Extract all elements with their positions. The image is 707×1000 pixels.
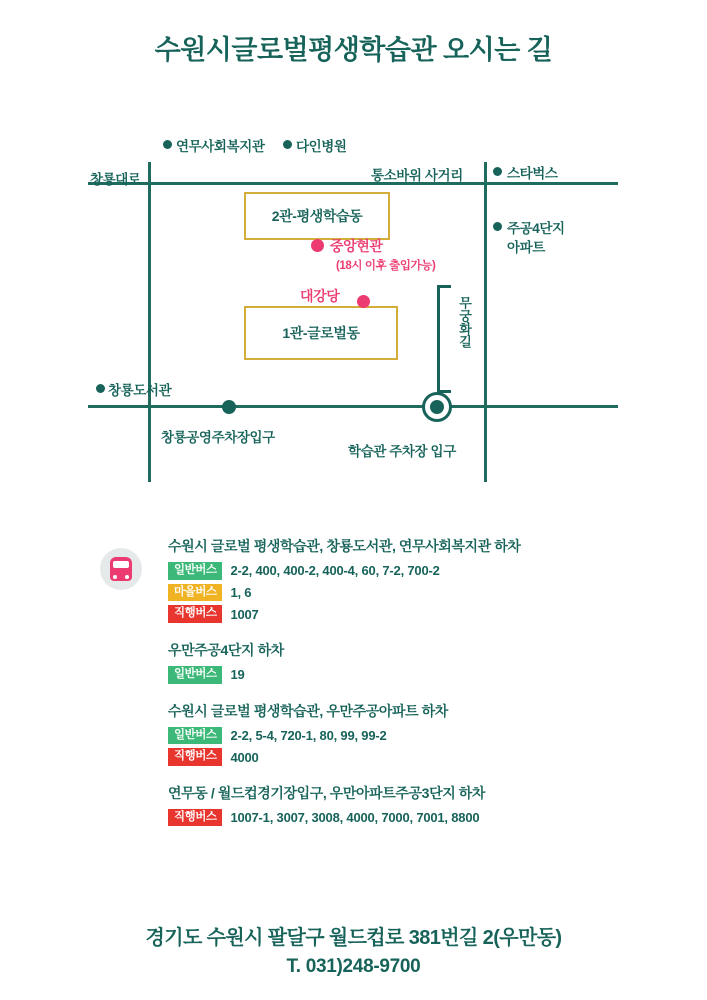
bus-numbers: 2-2, 400, 400-2, 400-4, 60, 7-2, 700-2	[230, 563, 440, 579]
map-diagram	[0, 110, 707, 510]
bus-line	[168, 584, 648, 602]
footer-address: 경기도 수원시 팔달구 월드컵로 381번길 2(우만동)	[145, 927, 562, 949]
bus-numbers: 2-2, 5-4, 720-1, 80, 99, 99-2	[230, 727, 387, 743]
bus-numbers: 1007	[230, 606, 259, 622]
bus-group-title: 수원시 글로벌 평생학습관, 우만주공아파트 하차	[168, 702, 448, 719]
bus-numbers: 1007-1, 3007, 3008, 4000, 7000, 7001, 8800	[230, 810, 480, 826]
bus-tag: 직행버스	[168, 809, 222, 827]
bus-tag: 일반버스	[168, 666, 222, 684]
bus-tag: 직행버스	[168, 748, 222, 766]
bus-groups	[168, 536, 648, 843]
bus-group	[168, 701, 648, 766]
poi-label-intersection: 통소바위 사거리	[371, 168, 463, 183]
road-horizontal-top	[88, 182, 618, 185]
road-label-mugunghwa-gil: 무궁화길	[457, 296, 472, 348]
poi-label-library: 창룡도서관	[108, 383, 172, 398]
bus-icon	[100, 548, 142, 590]
poi-label-apartment-line2: 아파트	[507, 240, 545, 255]
building-1-global: 1관-글로벌동	[244, 306, 398, 360]
road-vertical-right	[484, 162, 487, 482]
bus-tag: 직행버스	[168, 605, 222, 623]
bus-line	[168, 748, 648, 766]
entrance-label-hall: 대강당	[300, 288, 340, 304]
poi-label-dain: 다인병원	[296, 139, 347, 154]
road-horizontal-bottom	[88, 405, 618, 408]
bus-glyph-icon	[110, 557, 132, 581]
bus-tag: 일반버스	[168, 562, 222, 580]
parking-target-center	[422, 392, 452, 422]
parking-dot-public	[222, 400, 236, 414]
bus-group-title: 우만주공4단지 하차	[168, 641, 284, 658]
bus-line	[168, 809, 648, 827]
building-2-lifelong-learning: 2관-평생학습동	[244, 192, 390, 240]
entrance-note-main: (18시 이후 출입가능)	[336, 260, 436, 272]
page-title: 수원시글로벌평생학습관 오시는 길	[154, 35, 553, 65]
poi-dot-dain	[283, 140, 292, 149]
bus-tag: 일반버스	[168, 727, 222, 745]
poi-label-apartment-line1: 주공4단지	[507, 221, 565, 236]
parking-label-public: 창룡공영주차장입구	[161, 430, 275, 445]
bus-line	[168, 727, 648, 745]
road-bracket-mugunghwa	[437, 285, 451, 393]
bus-group-title: 수원시 글로벌 평생학습관, 창룡도서관, 연무사회복지관 하차	[168, 538, 521, 554]
bus-tag: 마을버스	[168, 584, 222, 602]
entrance-label-main: 중앙현관	[330, 238, 383, 254]
entrance-dot-main	[311, 239, 324, 252]
poi-dot-yeonmu	[163, 140, 172, 149]
poi-dot-apartment	[493, 222, 502, 231]
bus-group	[168, 536, 648, 623]
bus-line	[168, 666, 648, 684]
entrance-dot-hall	[357, 295, 370, 308]
bus-group	[168, 783, 648, 827]
poi-dot-starbucks	[493, 167, 502, 176]
bus-line	[168, 605, 648, 623]
footer-telephone: T. 031)248-9700	[286, 956, 421, 977]
bus-group-title: 연무동 / 월드컵경기장입구, 우만아파트주공3단지 하차	[168, 784, 486, 801]
parking-label-center: 학습관 주차장 입구	[348, 444, 456, 459]
bus-numbers: 4000	[230, 749, 259, 765]
footer	[0, 921, 707, 978]
bus-numbers: 19	[230, 667, 245, 683]
poi-label-yeonmu: 연무사회복지관	[176, 139, 265, 154]
bus-line	[168, 562, 648, 580]
bus-group	[168, 640, 648, 684]
poi-dot-library	[96, 384, 105, 393]
road-vertical-left	[148, 162, 151, 482]
road-label-changnyong-daero: 창룡대로	[90, 172, 141, 187]
bus-numbers: 1, 6	[230, 584, 252, 600]
poi-label-starbucks: 스타벅스	[507, 166, 558, 181]
